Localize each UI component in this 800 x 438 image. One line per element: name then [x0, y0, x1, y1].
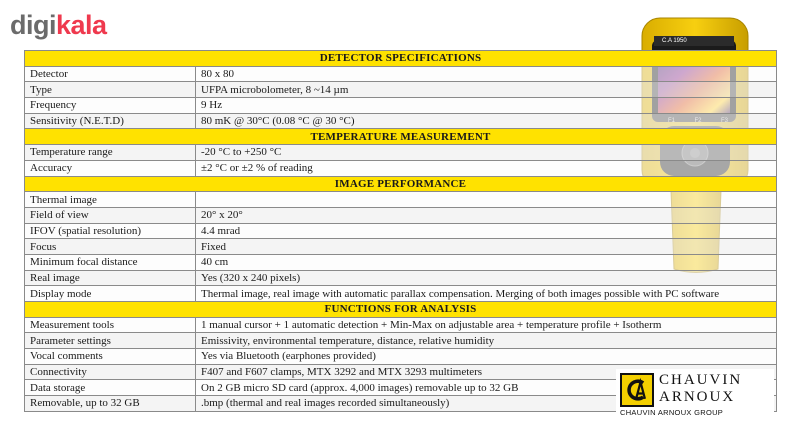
section-title: TEMPERATURE MEASUREMENT — [25, 129, 777, 145]
row-label: Detector — [25, 66, 196, 82]
row-value: 4.4 mrad — [196, 223, 777, 239]
section-header-temperature — [25, 129, 777, 145]
table-row — [25, 254, 777, 270]
row-label: Vocal comments — [25, 349, 196, 365]
table-row — [25, 145, 777, 161]
row-value: Emissivity, environmental temperature, distance, relative humidity — [196, 333, 777, 349]
row-value: -20 °C to +250 °C — [196, 145, 777, 161]
row-value: 1 manual cursor + 1 automatic detection + Min-Max on adjustable area + temperature profile + Isotherm — [196, 317, 777, 333]
section-title: FUNCTIONS FOR ANALYSIS — [25, 302, 777, 318]
row-label: Minimum focal distance — [25, 254, 196, 270]
row-label: Accuracy — [25, 160, 196, 176]
table-row — [25, 82, 777, 98]
row-value: 80 mK @ 30°C (0.08 °C @ 30 °C) — [196, 113, 777, 129]
ca-logo-icon — [620, 373, 654, 407]
brand-line2: ARNOUX — [659, 389, 736, 405]
row-value: 9 Hz — [196, 98, 777, 114]
row-label: Parameter settings — [25, 333, 196, 349]
table-row — [25, 98, 777, 114]
row-value: 40 cm — [196, 254, 777, 270]
row-value — [196, 192, 777, 208]
section-header-image — [25, 176, 777, 192]
table-row — [25, 349, 777, 365]
section-header-detector — [25, 51, 777, 67]
row-label: Field of view — [25, 207, 196, 223]
table-row — [25, 192, 777, 208]
row-value: 80 x 80 — [196, 66, 777, 82]
logo-part-digi: digi — [10, 10, 56, 40]
table-row — [25, 270, 777, 286]
row-label: Sensitivity (N.E.T.D) — [25, 113, 196, 129]
row-label: Type — [25, 82, 196, 98]
table-row — [25, 207, 777, 223]
row-value: F407 and F607 clamps, MTX 3292 and MTX 3293 multimeters — [196, 364, 777, 380]
table-row — [25, 113, 777, 129]
row-value: Thermal image, real image with automatic parallax compensation. Merging of both images possible with PC software — [196, 286, 777, 302]
row-value: Yes via Bluetooth (earphones provided) — [196, 349, 777, 365]
row-label: Data storage — [25, 380, 196, 396]
row-label: Measurement tools — [25, 317, 196, 333]
table-row — [25, 66, 777, 82]
brand-line1: CHAUVIN — [659, 372, 743, 388]
row-label: Frequency — [25, 98, 196, 114]
logo-part-kala: kala — [56, 10, 107, 40]
row-label: Real image — [25, 270, 196, 286]
row-value: Fixed — [196, 239, 777, 255]
row-label: Thermal image — [25, 192, 196, 208]
spec-table — [24, 50, 777, 412]
camera-model-label: C.A 1950 — [662, 38, 687, 44]
section-title: DETECTOR SPECIFICATIONS — [25, 51, 777, 67]
table-row — [25, 160, 777, 176]
table-row — [25, 223, 777, 239]
chauvin-arnoux-logo — [616, 369, 774, 417]
digikala-logo — [10, 12, 107, 39]
row-value: Yes (320 x 240 pixels) — [196, 270, 777, 286]
row-label: Temperature range — [25, 145, 196, 161]
row-label: IFOV (spatial resolution) — [25, 223, 196, 239]
section-title: IMAGE PERFORMANCE — [25, 176, 777, 192]
row-value: .bmp (thermal and real images recorded simultaneously) — [196, 396, 777, 412]
row-label: Focus — [25, 239, 196, 255]
row-label: Removable, up to 32 GB — [25, 396, 196, 412]
table-row — [25, 317, 777, 333]
row-value: 20° x 20° — [196, 207, 777, 223]
row-value: UFPA microbolometer, 8 ~14 µm — [196, 82, 777, 98]
row-value: On 2 GB micro SD card (approx. 4,000 images) removable up to 32 GB — [196, 380, 777, 396]
row-label: Display mode — [25, 286, 196, 302]
brand-group: CHAUVIN ARNOUX GROUP — [620, 408, 724, 417]
table-row — [25, 333, 777, 349]
section-header-functions — [25, 302, 777, 318]
row-value: ±2 °C or ±2 % of reading — [196, 160, 777, 176]
row-label: Connectivity — [25, 364, 196, 380]
table-row — [25, 286, 777, 302]
table-row — [25, 239, 777, 255]
